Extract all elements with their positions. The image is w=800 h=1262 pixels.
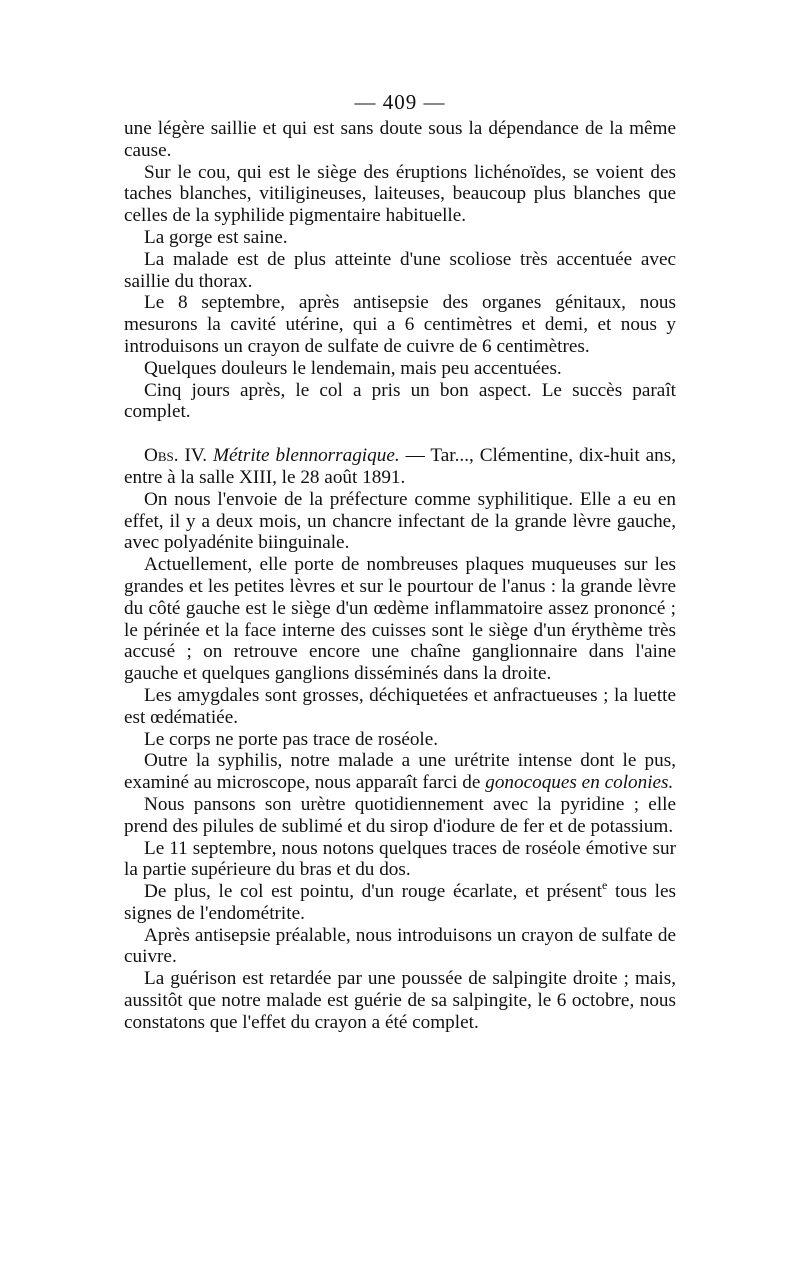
paragraph-roseola-absent: Le corps ne porte pas trace de roséole. (144, 728, 439, 750)
paragraph-tonsils: Les amygdales sont grosses, déchiquetées et anfractueuses ; la luette est œdématiée. (124, 684, 676, 728)
paragraph-throat: La gorge est saine. (144, 226, 288, 248)
paragraph-roseola-traces: Le 11 septembre, nous notons quelques traces de roséole émotive sur la partie supérieure du bras et du dos. (124, 837, 676, 881)
paragraph-antisepsis: Après antisepsie préalable, nous introduisons un crayon de sulfate de cuivre. (124, 924, 676, 968)
paragraph-treatment: Le 8 septembre, après antisepsie des organes génitaux, nous mesurons la cavité utérine, qui a 6 centimètres et demi, et nous y introduisons un crayon de sulfate de cuivre de 6 centimètres. (124, 292, 676, 357)
paragraph-pain: Quelques douleurs le lendemain, mais peu accentuées. (144, 357, 562, 379)
paragraph-scoliosis: La malade est de plus atteinte d'une scoliose très accentuée avec saillie du thorax. (124, 248, 676, 292)
paragraph-continuation: une légère saillie et qui est sans doute sous la dépendance de la même cause. (124, 118, 676, 161)
observation-heading (124, 445, 676, 489)
cervix-text: De plus, le col est pointu, d'un rouge écarlate, et présent (144, 881, 602, 903)
paragraph-neck: Sur le cou, qui est le siège des éruptions lichénoïdes, se voient des taches blanches, vitiligineuses, laiteuses, beaucoup plus blanches que celles de la syphilide pigmentaire habituelle. (124, 161, 676, 227)
paragraph-dressing: Nous pansons son urètre quotidiennement avec la pyridine ; elle prend des pilules de sublimé et du sirop d'iodure de fer et de potassium. (124, 793, 676, 837)
paragraph-referral: On nous l'envoie de la préfecture comme syphilitique. Elle a eu en effet, il y a deux mois, un chancre infectant de la grande lèvre gauche, avec polyadénite biinguinale. (124, 488, 676, 554)
observation-label: Obs. IV. (144, 445, 208, 467)
observation-patient: — Tar..., Clémentine, dix-huit ans, entre à la salle XIII, le 28 août 1891. (124, 445, 677, 488)
body-text (124, 118, 676, 1034)
paragraph-urethritis (124, 750, 676, 794)
page-number: — 409 — (354, 90, 446, 114)
cervix-text-end: tous les signes de l'endométrite. (124, 881, 676, 924)
urethritis-italic: gonocoques en colonies. (485, 772, 674, 794)
cervix-superscript: e (602, 878, 608, 893)
section-spacer (124, 423, 676, 445)
paragraph-current-state: Actuellement, elle porte de nombreuses plaques muqueuses sur les grandes et les petites lèvres et sur le pourtour de l'anus : la grande lèvre du côté gauche est le siège d'un œdème inflammatoire assez prononcé ; le périnée et la face interne des cuisses sont le siège d'un érythème très accusé ; on retrouve encore une chaîne ganglionnaire dans l'aine gauche et quelques ganglions disséminés dans la droite. (124, 554, 676, 685)
paragraph-cervix (124, 878, 676, 925)
paragraph-healing: La guérison est retardée par une poussée de salpingite droite ; mais, aussitôt que notre malade est guérie de sa salpingite, le 6 octobre, nous constatons que l'effet du crayon a été complet. (124, 968, 676, 1033)
urethritis-text: Outre la syphilis, notre malade a une urétrite intense dont le pus, examiné au microscope, nous apparaît farci de (124, 750, 676, 794)
paragraph-result: Cinq jours après, le col a pris un bon aspect. Le succès paraît complet. (124, 379, 676, 423)
observation-title: Métrite blennorragique. (213, 445, 400, 467)
